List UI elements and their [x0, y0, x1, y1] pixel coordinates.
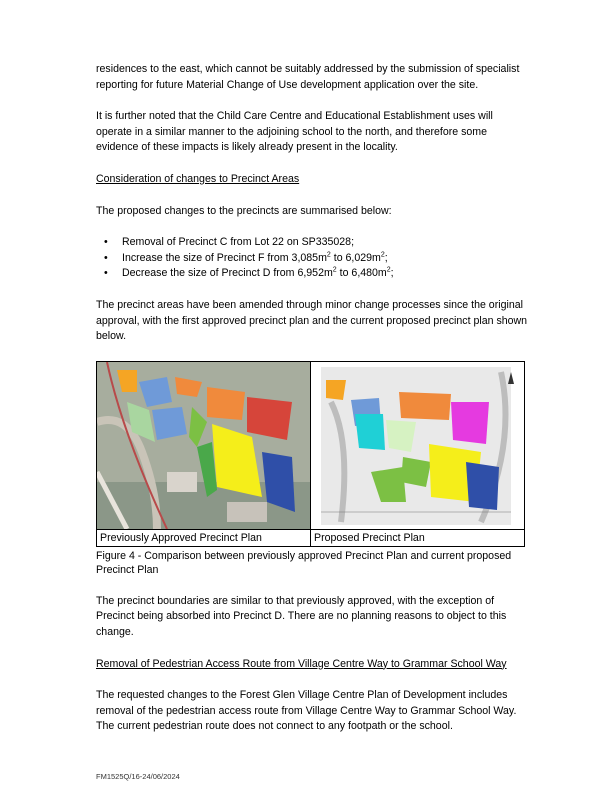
list-item: • Removal of Precinct C from Lot 22 on SP335028;: [96, 235, 528, 251]
figure-left-cell: [97, 361, 311, 529]
paragraph-proposed-changes: The proposed changes to the precincts are summarised below:: [96, 204, 392, 217]
paragraph-child-care: It is further noted that the Child Care Centre and Educational Establishment uses will operate in a similar manner to the adjoining school to the north, and therefore some evidence of these impacts is likely already present in the locality.: [96, 110, 493, 154]
document-body: [96, 62, 528, 751]
previously-approved-plan-image: [97, 362, 310, 529]
right-plan-label: Proposed Precinct Plan: [311, 529, 525, 546]
precinct-change-list: [96, 235, 528, 282]
left-plan-label: Previously Approved Precinct Plan: [97, 529, 311, 546]
paragraph-residences: residences to the east, which cannot be suitably addressed by the submission of specialist reporting for future Material Change of Use development application over the site.: [96, 63, 520, 91]
heading-precinct-areas: Consideration of changes to Precinct Areas: [96, 172, 300, 185]
paragraph-pedestrian: The requested changes to the Forest Glen Village Centre Plan of Development includes removal of the pedestrian access route from Village Centre Way to Grammar School Way. The current pedestrian route does not connect to any footpath or the school.: [96, 689, 517, 733]
figure-caption: Figure 4 - Comparison between previously approved Precinct Plan and current proposed Precinct Plan: [96, 549, 512, 577]
paragraph-amended: The precinct areas have been amended through minor change processes since the original approval, with the first approved precinct plan and the current proposed precinct plan shown below.: [96, 298, 528, 343]
list-item: • Increase the size of Precinct F from $3,085m^2$ to $6,029m^2$;: [96, 251, 528, 267]
figure-right-cell: [311, 361, 525, 529]
list-item: • Decrease the size of Precinct D from $6,952m^2$ to $6,480m^2$;: [96, 266, 528, 282]
heading-pedestrian-route: Removal of Pedestrian Access Route from Village Centre Way to Grammar School Way: [96, 657, 507, 670]
document-footer: FM1525Q/16-24/06/2024: [96, 772, 180, 781]
figure-table: [96, 361, 525, 547]
proposed-plan-image: [311, 362, 524, 529]
paragraph-boundaries: The precinct boundaries are similar to that previously approved, with the exception of Precinct being absorbed into Precinct D. There are no planning reasons to object to this change.: [96, 594, 507, 638]
